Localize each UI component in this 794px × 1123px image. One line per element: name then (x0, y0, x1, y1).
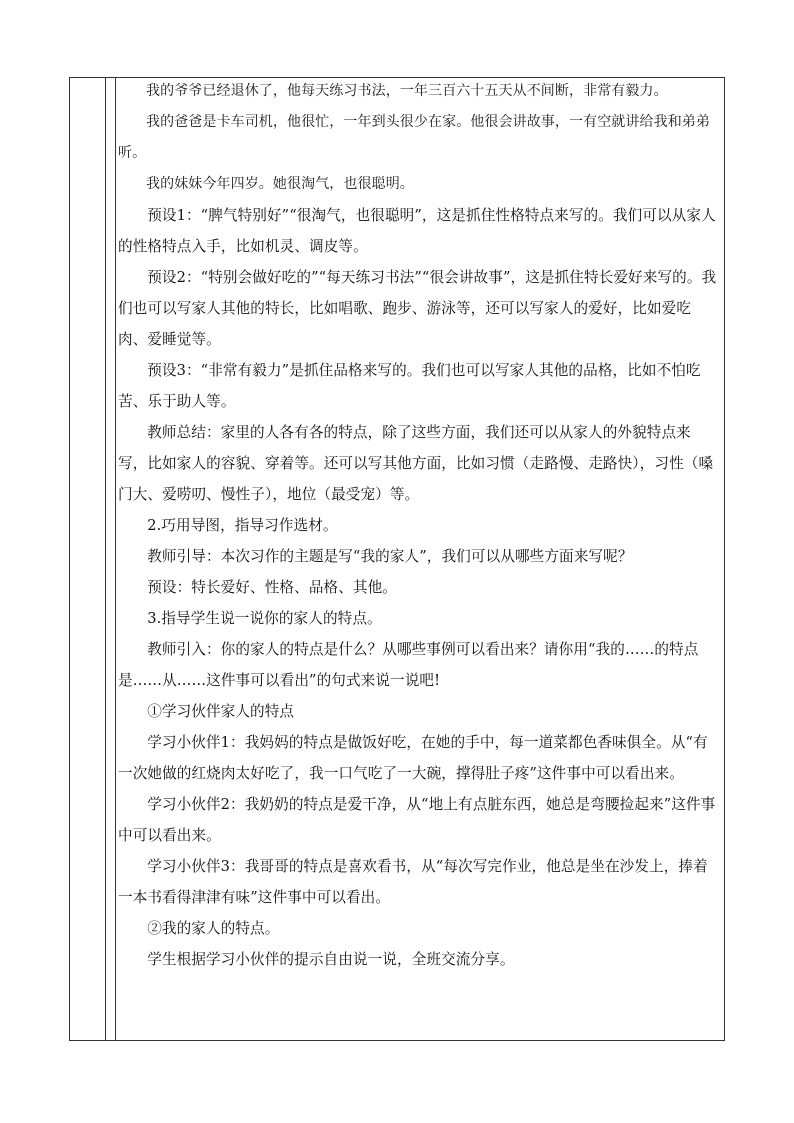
preset-2: 预设2：“特别会做好吃的”“每天练习书法”“很会讲故事”，这是抓住特长爱好来写的。我们也可以写家人其他的特长，比如唱歌、跑步、游泳等，还可以写家人的爱好，比如爱吃肉、爱睡觉等。 (118, 269, 717, 348)
preset-answer: 预设：特长爱好、性格、品格、其他。 (147, 579, 397, 596)
partner-1: 学习小伙伴1：我妈妈的特点是做饭好吃，在她的手中，每一道菜都色香味俱全。从“有一次她做的红烧肉太好吃了，我一口气吃了一大碗，撑得肚子疼”这件事中可以看出来。 (118, 734, 708, 782)
lesson-content-cell (116, 76, 720, 975)
closing-activity: 学生根据学习小伙伴的提示自由说一说，全班交流分享。 (147, 951, 515, 968)
preset-3: 预设3：“非常有毅力”是抓住品格来写的。我们也可以写家人其他的品格，比如不怕吃苦、乐于助人等。 (118, 362, 701, 410)
teacher-guide: 教师引导：本次习作的主题是写“我的家人”，我们可以从哪些方面来写呢？ (147, 548, 633, 565)
example-sister: 我的妹妹今年四岁。她很淘气，也很聪明。 (146, 176, 414, 192)
partner-3: 学习小伙伴3：我哥哥的特点是喜欢看书，从“每次写完作业，他总是坐在沙发上，捧着一本书看得津津有味”这件事中可以看出。 (118, 858, 708, 906)
teacher-summary: 教师总结：家里的人各有各的特点，除了这些方面，我们还可以从家人的外貌特点来写，比如家人的容貌、穿着等。还可以写其他方面，比如习惯（走路慢、走路快），习性（嗓门大、爱唠叨、慢性子），地位（最受宠）等。 (118, 424, 714, 503)
table-column-divider (105, 77, 106, 1041)
teacher-intro: 教师引入：你的家人的特点是什么？从哪些事例可以看出来？请你用“我的……的特点是……从……这件事可以看出”的句式来说一说吧! (118, 641, 699, 689)
partner-2: 学习小伙伴2：我奶奶的特点是爱干净，从“地上有点脏东西，她总是弯腰捡起来”这件事中可以看出来。 (118, 796, 716, 844)
section-2-heading: ②我的家人的特点。 (147, 920, 280, 937)
example-grandpa: 我的爷爷已经退休了，他每天练习书法，一年三百六十五天从不间断，非常有毅力。 (146, 83, 668, 99)
preset-1: 预设1：“脾气特别好”“很淘气，也很聪明”，这是抓住性格特点来写的。我们可以从家人的性格特点入手，比如机灵、调皮等。 (118, 207, 716, 255)
step-2-heading: 2.巧用导图，指导习作选材。 (147, 517, 338, 534)
step-3-heading: 3.指导学生说一说你的家人的特点。 (147, 610, 382, 627)
example-dad: 我的爸爸是卡车司机，他很忙，一年到头很少在家。他很会讲故事，一有空就讲给我和弟弟听。 (118, 114, 710, 161)
section-1-heading: ①学习伙伴家人的特点 (147, 703, 295, 720)
